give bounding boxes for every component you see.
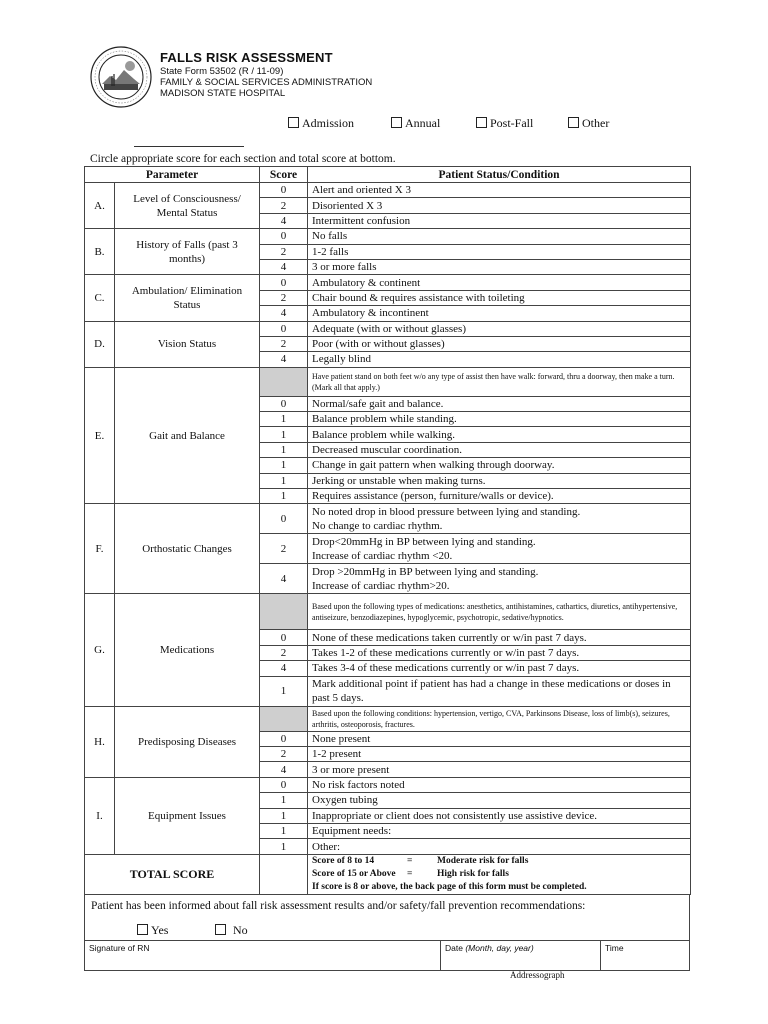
condition-cell: 3 or more falls (308, 259, 691, 274)
score-cell[interactable]: 2 (260, 290, 308, 305)
condition-cell: Takes 1-2 of these medications currently or w/in past 7 days. (308, 645, 691, 660)
checkbox-admission[interactable] (288, 117, 299, 128)
informed-yes-option[interactable]: Yes (137, 923, 168, 938)
header-score: Score (260, 167, 308, 183)
score-cell[interactable]: 2 (260, 645, 308, 660)
condition-cell: Chair bound & requires assistance with toileting (308, 290, 691, 305)
score-cell[interactable]: 4 (260, 661, 308, 676)
condition-cell: Change in gait pattern when walking through doorway. (308, 458, 691, 473)
type-admission-option[interactable]: Admission (288, 116, 354, 131)
instruction-text: Circle appropriate score for each section and total score at bottom. (90, 153, 396, 165)
condition-cell: Drop >20mmHg in BP between lying and standing. Increase of cardiac rhythm>20. (308, 564, 691, 594)
condition-cell: Ambulatory & incontinent (308, 306, 691, 321)
condition-cell: No falls (308, 229, 691, 244)
condition-cell: Other: (308, 839, 691, 854)
section-i-parameter: Equipment Issues (115, 777, 260, 854)
section-b-letter: B. (85, 229, 115, 275)
type-annual-option[interactable]: Annual (391, 116, 440, 131)
score-cell[interactable]: 1 (260, 676, 308, 706)
section-g-letter: G. (85, 594, 115, 706)
form-header (160, 50, 372, 99)
score-cell[interactable]: 2 (260, 198, 308, 213)
condition-cell: Requires assistance (person, furniture/walls or device). (308, 489, 691, 504)
section-f-parameter: Orthostatic Changes (115, 504, 260, 594)
condition-cell: 1-2 present (308, 746, 691, 761)
section-a-letter: A. (85, 183, 115, 229)
score-cell[interactable]: 1 (260, 473, 308, 488)
checkbox-no[interactable] (215, 924, 226, 935)
score-cell[interactable]: 2 (260, 244, 308, 259)
condition-cell: Normal/safe gait and balance. (308, 396, 691, 411)
score-cell[interactable]: 0 (260, 396, 308, 411)
score-cell[interactable]: 0 (260, 630, 308, 645)
score-cell[interactable]: 4 (260, 352, 308, 367)
rn-signature-field[interactable]: Signature of RN (85, 941, 441, 970)
section-d-letter: D. (85, 321, 115, 367)
shaded-cell (260, 706, 308, 731)
score-cell[interactable]: 1 (260, 839, 308, 854)
form-number: State Form 53502 (R / 11-09) (160, 66, 284, 77)
score-cell[interactable]: 2 (260, 336, 308, 351)
score-cell[interactable]: 1 (260, 793, 308, 808)
section-i-letter: I. (85, 777, 115, 854)
condition-cell: Disoriented X 3 (308, 198, 691, 213)
time-field[interactable]: Time (605, 943, 624, 953)
checkbox-yes[interactable] (137, 924, 148, 935)
condition-cell: No risk factors noted (308, 777, 691, 792)
score-cell[interactable]: 2 (260, 534, 308, 564)
condition-cell: Poor (with or without glasses) (308, 336, 691, 351)
checkbox-other[interactable] (568, 117, 579, 128)
condition-cell: Alert and oriented X 3 (308, 183, 691, 198)
score-cell[interactable]: 1 (260, 489, 308, 504)
section-b-parameter: History of Falls (past 3 months) (115, 229, 260, 275)
condition-cell: No noted drop in blood pressure between lying and standing. No change to cardiac rhythm. (308, 504, 691, 534)
score-cell[interactable]: 0 (260, 504, 308, 534)
score-cell[interactable]: 1 (260, 823, 308, 838)
score-cell[interactable]: 0 (260, 731, 308, 746)
section-h-note: Based upon the following conditions: hypertension, vertigo, CVA, Parkinsons Disease, loss of limb(s), seizures, arthritis, osteoporosis, fractures. (308, 706, 691, 731)
score-cell[interactable]: 4 (260, 306, 308, 321)
section-d-parameter: Vision Status (115, 321, 260, 367)
score-cell[interactable]: 1 (260, 412, 308, 427)
condition-cell: Takes 3-4 of these medications currently or w/in past 7 days. (308, 661, 691, 676)
score-cell[interactable]: 0 (260, 777, 308, 792)
section-g-note: Based upon the following types of medications: anesthetics, antihistamines, cathartics, diuretics, antihypertensive, antiseizure, benzodiazepines, hypoglycemic, psychotropic, sedative/hypnotics. (308, 594, 691, 630)
section-g-parameter: Medications (115, 594, 260, 706)
condition-cell: Ambulatory & continent (308, 275, 691, 290)
score-cell[interactable]: 4 (260, 564, 308, 594)
score-cell[interactable]: 4 (260, 213, 308, 228)
section-h-letter: H. (85, 706, 115, 777)
condition-cell: Legally blind (308, 352, 691, 367)
total-score-notes: Score of 8 to 14 = Moderate risk for falls Score of 15 or Above = High risk for falls If score is 8 or above, the back page of this form must be completed. (308, 854, 691, 894)
condition-cell: None of these medications taken currently or w/in past 7 days. (308, 630, 691, 645)
condition-cell: Decreased muscular coordination. (308, 442, 691, 457)
condition-cell: None present (308, 731, 691, 746)
condition-cell: Jerking or unstable when making turns. (308, 473, 691, 488)
informed-no-option[interactable]: No (215, 923, 248, 938)
score-cell[interactable]: 2 (260, 746, 308, 761)
score-cell[interactable]: 0 (260, 183, 308, 198)
score-cell[interactable]: 1 (260, 442, 308, 457)
score-cell[interactable]: 1 (260, 427, 308, 442)
informed-text: Patient has been informed about fall risk assessment results and/or safety/fall prevention recommendations: (91, 900, 586, 912)
form-title: FALLS RISK ASSESSMENT (160, 50, 333, 65)
shaded-cell (260, 367, 308, 396)
condition-cell: 1-2 falls (308, 244, 691, 259)
date-field[interactable]: Date (Month, day, year) (441, 941, 601, 970)
signature-row (84, 940, 690, 971)
other-specify-line[interactable] (134, 146, 244, 147)
hospital-name: MADISON STATE HOSPITAL (160, 88, 286, 99)
condition-cell: Oxygen tubing (308, 793, 691, 808)
total-score-cell[interactable] (260, 854, 308, 894)
condition-cell: Inappropriate or client does not consistently use assistive device. (308, 808, 691, 823)
checkbox-annual[interactable] (391, 117, 402, 128)
condition-cell: Drop<20mmHg in BP between lying and standing. Increase of cardiac rhythm <20. (308, 534, 691, 564)
section-c-letter: C. (85, 275, 115, 321)
header-parameter: Parameter (85, 167, 260, 183)
condition-cell: Mark additional point if patient has had a change in these medications or doses in past 5 days. (308, 676, 691, 706)
informed-section (84, 895, 690, 941)
score-cell[interactable]: 0 (260, 275, 308, 290)
type-other-option[interactable]: Other (568, 116, 609, 131)
condition-cell: Adequate (with or without glasses) (308, 321, 691, 336)
section-c-parameter: Ambulation/ Elimination Status (115, 275, 260, 321)
score-cell[interactable]: 1 (260, 458, 308, 473)
section-f-letter: F. (85, 504, 115, 594)
addressograph-label: Addressograph (510, 970, 565, 980)
section-e-parameter: Gait and Balance (115, 367, 260, 504)
condition-cell: Intermittent confusion (308, 213, 691, 228)
section-e-note: Have patient stand on both feet w/o any type of assist then have walk: forward, thru a doorway, then make a turn. (Mark all that apply.) (308, 367, 691, 396)
score-cell[interactable]: 4 (260, 762, 308, 777)
agency-name: FAMILY & SOCIAL SERVICES ADMINISTRATION (160, 77, 373, 88)
falls-risk-table (84, 166, 691, 895)
type-post-fall-option[interactable]: Post-Fall (476, 116, 533, 131)
condition-cell: Balance problem while walking. (308, 427, 691, 442)
score-cell[interactable]: 1 (260, 808, 308, 823)
shaded-cell (260, 594, 308, 630)
condition-cell: 3 or more present (308, 762, 691, 777)
condition-cell: Equipment needs: (308, 823, 691, 838)
score-cell[interactable]: 0 (260, 229, 308, 244)
state-seal-logo (90, 46, 152, 108)
condition-cell: Balance problem while standing. (308, 412, 691, 427)
section-h-parameter: Predisposing Diseases (115, 706, 260, 777)
section-e-letter: E. (85, 367, 115, 504)
section-a-parameter: Level of Consciousness/ Mental Status (115, 183, 260, 229)
total-score-label: TOTAL SCORE (85, 854, 260, 894)
score-cell[interactable]: 4 (260, 259, 308, 274)
score-cell[interactable]: 0 (260, 321, 308, 336)
header-condition: Patient Status/Condition (308, 167, 691, 183)
checkbox-post-fall[interactable] (476, 117, 487, 128)
